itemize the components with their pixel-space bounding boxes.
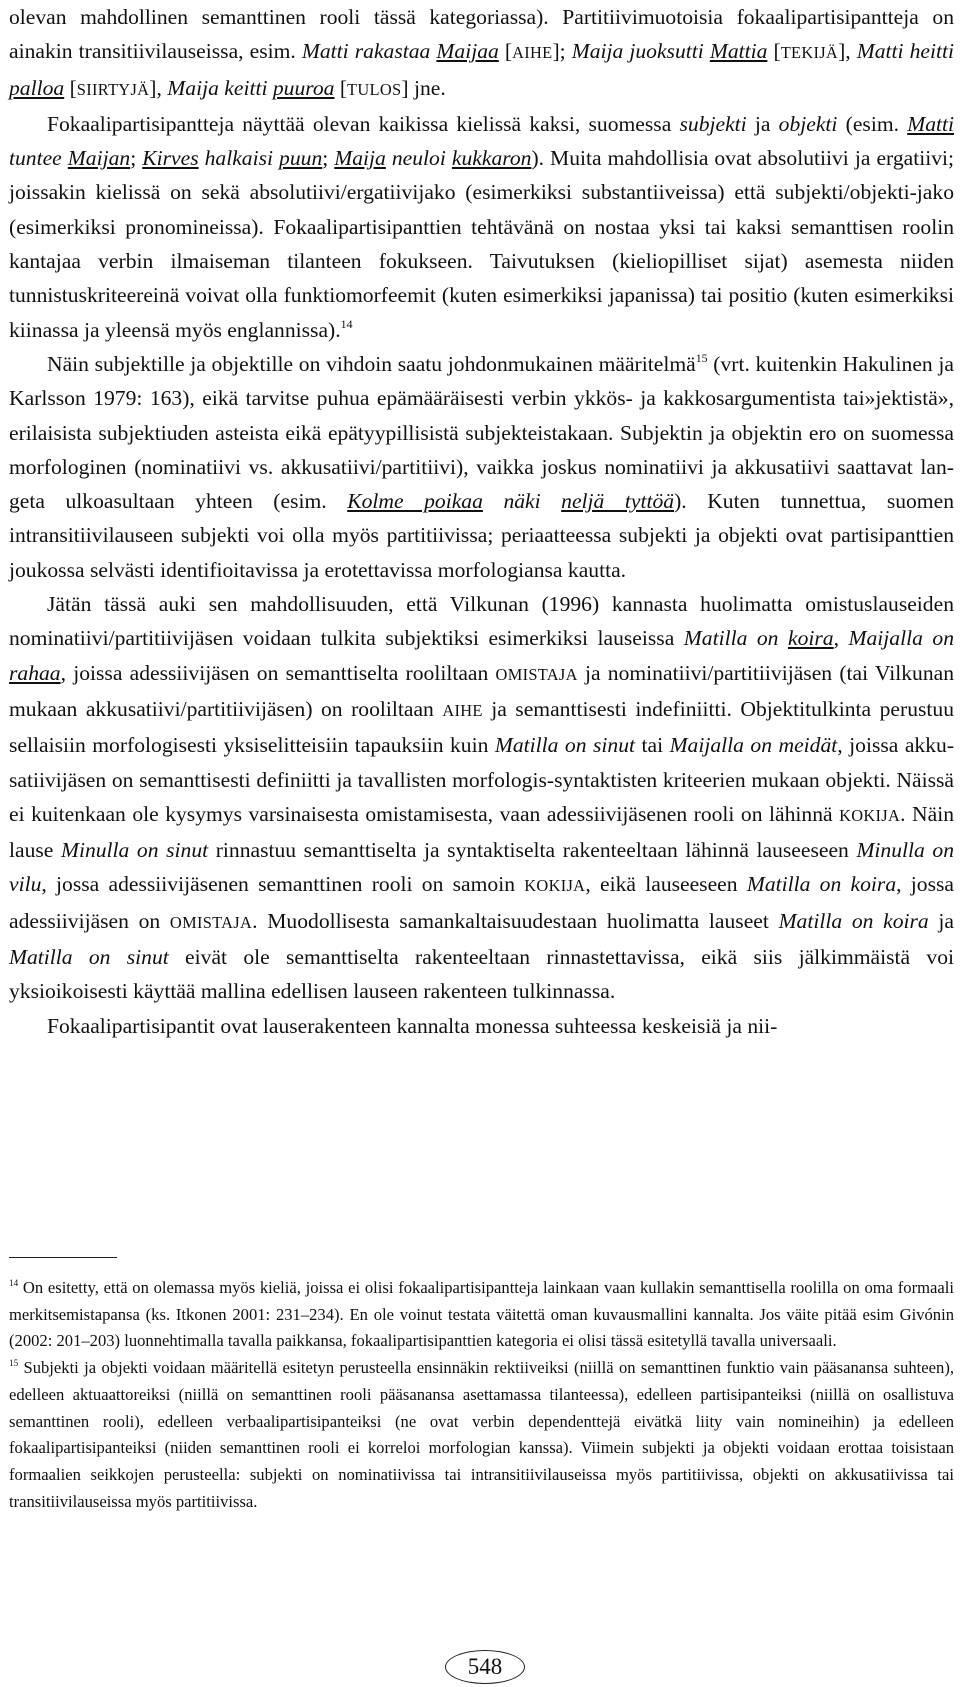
- text-run: (esim.: [837, 111, 908, 136]
- semantic-role-label: TULOS: [347, 79, 402, 99]
- example-text: näki: [482, 489, 562, 514]
- paragraph-p3: [9, 347, 954, 587]
- text-run: [: [498, 39, 513, 64]
- footnote-ref: 15: [9, 1358, 19, 1369]
- text-run: , joissa akkusatiivijäsen on semanttisesti definiitti ja tavallisten morfologis-syntaktisten kriteerien mukaan objekti. Näissä ei kuitenkaan ole kysymys varsinaisesta omistamisesta, vaan adessiivijäsenen rooli on lähinnä: [9, 733, 955, 826]
- example-text: neuloi: [385, 146, 452, 171]
- text-run: ). Muita mahdollisia ovat absolutiivi ja ergatiivi; joissakin kielissä on sekä absolutiivi/ergatiivijako (esimerkiksi substantiiveissa) että subjekti/objekti-jako (esimerkiksi pronomineissa). Fokaalipartisipanttien tehtävänä on nostaa yksi tai kaksi semanttisen roolin kantajaa verbin ilmaiseman tilanteen fokukseen. Taivutuksen (kieliopilliset sijat) asemesta niiden tunnistuskriteereinä voivat olla funktiomorfeemit (kuten esimerkiksi japanissa) tai positio (kuten esimerkiksi kiinassa ja yleensä myös englannissa).: [9, 146, 954, 342]
- example-participant: kukkaron: [451, 146, 532, 171]
- example-text: subjekti: [679, 111, 747, 136]
- example-participant: Mattia: [709, 39, 768, 64]
- paragraph-p4: [9, 587, 954, 1009]
- text-run: ). Kuten tunnettua, suomen intransitiivilauseen subjekti voi olla myös partitiivissa; periaatteessa subjekti ja objekti ovat partisipanttien joukossa selvästi identifioitavissa ja erotettavissa morfologiansa kautta.: [9, 489, 954, 582]
- example-text: objekti: [778, 111, 838, 136]
- paragraph-p5: [9, 1009, 954, 1043]
- semantic-role-label: TEKIJÄ: [780, 43, 839, 63]
- example-text: Matilla on koira: [778, 908, 929, 933]
- example-participant: Maija: [334, 146, 386, 171]
- semantic-role-label: AIHE: [512, 43, 553, 63]
- example-participant: palloa: [9, 75, 65, 100]
- text-run: . Näin lause: [9, 801, 954, 863]
- text-run: ja: [746, 111, 779, 136]
- text-run: ja: [928, 908, 954, 933]
- footnote-ref: 14: [9, 1278, 19, 1289]
- text-run: eivät ole semanttiselta rakenteeltaan rinnastettavissa, eikä siis jälkimmäistä voi yksioikoisesti käyttää mallina edellisen lauseen rakenteen tulkinnassa.: [9, 945, 955, 1004]
- example-text: Matilla on sinut: [494, 733, 635, 758]
- text-run: [: [767, 39, 781, 64]
- footnote-ref: 14: [340, 316, 353, 331]
- example-text: Matilla on koira: [746, 872, 897, 897]
- text-run: (vrt. kuitenkin Hakulinen ja Karlsson 1979: 163), eikä tarvitse puhua epämääräisesti verbin ykkös- ja kakkosargumentista tai»jektistä», erilaisista subjektiuden asteista eikä epätyypillisistä subjekteistakaan. Subjektin ja objektin ero on suomessa morfologinen (nominatiivi vs. akkusatiivi/partitiivi), vaikka joskus nominatiivi ja akkusatiivi saattavat langeta ulkoasultaan yhteen (esim.: [9, 351, 954, 514]
- text-run: Fokaalipartisipantteja näyttää olevan kaikissa kielissä kaksi, suomessa: [47, 111, 680, 136]
- example-text: Maija keitti: [167, 75, 273, 100]
- example-participant: Matti: [907, 111, 955, 136]
- example-participant: puun: [279, 146, 323, 171]
- example-participant: koira: [788, 626, 834, 651]
- main-text: [9, 0, 954, 1043]
- text-run: [: [334, 75, 348, 100]
- semantic-role-label: OMISTAJA: [495, 664, 578, 684]
- footnote-separator: [9, 1257, 117, 1258]
- semantic-role-label: KOKIJA: [839, 805, 901, 825]
- text-run: ja nominatiivi/partitiivijäsen (tai Vilkunan mukaan akkusatiivi/partitiivijäsen) on rooliltaan: [9, 660, 954, 721]
- paragraph-p2: [9, 107, 954, 347]
- text-run: . Muodollisesta samankaltaisuudestaan huolimatta lauseet: [252, 908, 779, 933]
- footnote-fn15: [9, 1355, 954, 1515]
- text-run: Näin subjektille ja objektille on vihdoin saatu johdonmukainen määritelmä: [47, 351, 696, 376]
- text-run: , joissa adessiivijäsen on semanttiselta rooliltaan: [60, 660, 496, 685]
- text-run: ;: [130, 146, 143, 171]
- example-text: Matti heitti: [856, 39, 954, 64]
- example-participant: Kolme poikaa: [347, 489, 483, 514]
- text-run: Jätän tässä auki sen mahdollisuuden, että Vilkunan (1996) kannasta huolimatta omistuslauseiden nominatiivi/partitiivijäsen voidaan tulkita subjektiksi esimerkiksi lauseissa: [9, 592, 954, 651]
- example-text: Matilla on: [683, 626, 788, 651]
- example-participant: Maijaa: [436, 39, 499, 64]
- text-run: Subjekti ja objekti voidaan määritellä esitetyn perusteella ensinnäkin rektiiveiksi (niillä on semanttinen funktio vain pääsanansa suhteen), edelleen aktuaattoreiksi (niillä on semanttinen rooli pääsanansa asettamassa tilanteessa), edelleen partisipanteiksi (niillä on osallistuva semanttinen rooli), edelleen verbaalipartisipanteiksi (ne ovat verbin dependenttejä eivätkä liity vain nomineihin) ja edelleen fokaalipartisipanteiksi (niiden semanttinen rooli ei korreloi morfologian kanssa). Viimein subjekti ja objekti voidaan erottaa toisistaan formaalien seikkojen perusteella: subjekti on nominatiivissa tai intransitiivilauseissa myös partitiivissa, objekti on akkusatiivissa tai transitiivilauseissa myös partitiivissa.: [9, 1358, 954, 1511]
- example-text: Maijalla on: [848, 626, 954, 651]
- text-run: rinnastuu semanttiselta ja syntaktiselta rakenteeltaan lähinnä lauseeseen: [208, 838, 857, 863]
- text-run: [: [64, 75, 77, 100]
- example-text: Maijalla on meidät: [669, 733, 838, 758]
- page-number: 548: [445, 1650, 525, 1684]
- text-run: , eikä lauseeseen: [585, 872, 747, 897]
- semantic-role-label: AIHE: [442, 700, 483, 720]
- text-run: On esitetty, että on olemassa myös kieliä, joissa ei olisi fokaalipartisipantteja lainkaan vaan kullakin semanttisella roolilla on oma formaali merkitsemistapansa (ks. Itkonen 2001: 231–234). En ole voinut testata väitettä oman kuvausmallini kannalta. Jos väite pitää esim Givónin (2002: 201–203) luonnehtimalla tavalla paikkansa, fokaalipartisipanttien kategoria ei olisi tässä esitetyllä tavalla universaali.: [9, 1278, 954, 1351]
- text-run: Fokaalipartisipantit ovat lauserakenteen kannalta monessa suhteessa keskeisiä ja nii-: [47, 1013, 778, 1038]
- footnote-fn14: [9, 1275, 954, 1355]
- text-run: ],: [838, 39, 857, 64]
- semantic-role-label: SIIRTYJÄ: [76, 79, 150, 99]
- example-text: halkaisi: [198, 146, 280, 171]
- example-text: tuntee: [9, 146, 68, 171]
- semantic-role-label: KOKIJA: [524, 876, 586, 896]
- text-run: tai: [635, 733, 670, 758]
- footnotes: [9, 1275, 954, 1515]
- example-participant: Maijan: [67, 146, 131, 171]
- example-text: Minulla on sinut: [60, 838, 209, 863]
- example-participant: neljä tyttöä: [561, 489, 675, 514]
- text-run: ja semanttisesti indefiniitti. Objektitulkinta perustuu sellaisiin morfologisesti yksiselitteisiin tapauksiin kuin: [9, 696, 954, 758]
- text-run: olevan mahdollinen semanttinen rooli tässä kategoriassa). Partitiivimuotoisia fokaalipartisipantteja on ainakin transitiivilauseissa, esim.: [9, 5, 954, 64]
- text-run: , jossa adessiivijäsenen semanttinen rooli on samoin: [41, 872, 525, 897]
- example-participant: rahaa: [9, 660, 61, 685]
- text-run: ];: [552, 39, 572, 64]
- example-participant: Kirves: [142, 146, 199, 171]
- text-run: ,: [833, 626, 849, 651]
- example-text: Matilla on sinut: [9, 945, 169, 970]
- text-run: ;: [322, 146, 335, 171]
- example-text: Minulla on vilu: [9, 838, 954, 897]
- example-participant: puuroa: [272, 75, 335, 100]
- footnote-ref: 15: [695, 351, 708, 366]
- text-run: ] jne.: [401, 75, 446, 100]
- example-text: Maija juoksutti: [571, 39, 710, 64]
- text-run: , jossa adessiivijäsen on: [9, 872, 954, 933]
- example-text: Matti rakastaa: [301, 39, 437, 64]
- semantic-role-label: OMISTAJA: [169, 912, 253, 932]
- text-run: ],: [149, 75, 168, 100]
- paragraph-p1: [9, 0, 954, 107]
- page-body: [9, 0, 954, 1043]
